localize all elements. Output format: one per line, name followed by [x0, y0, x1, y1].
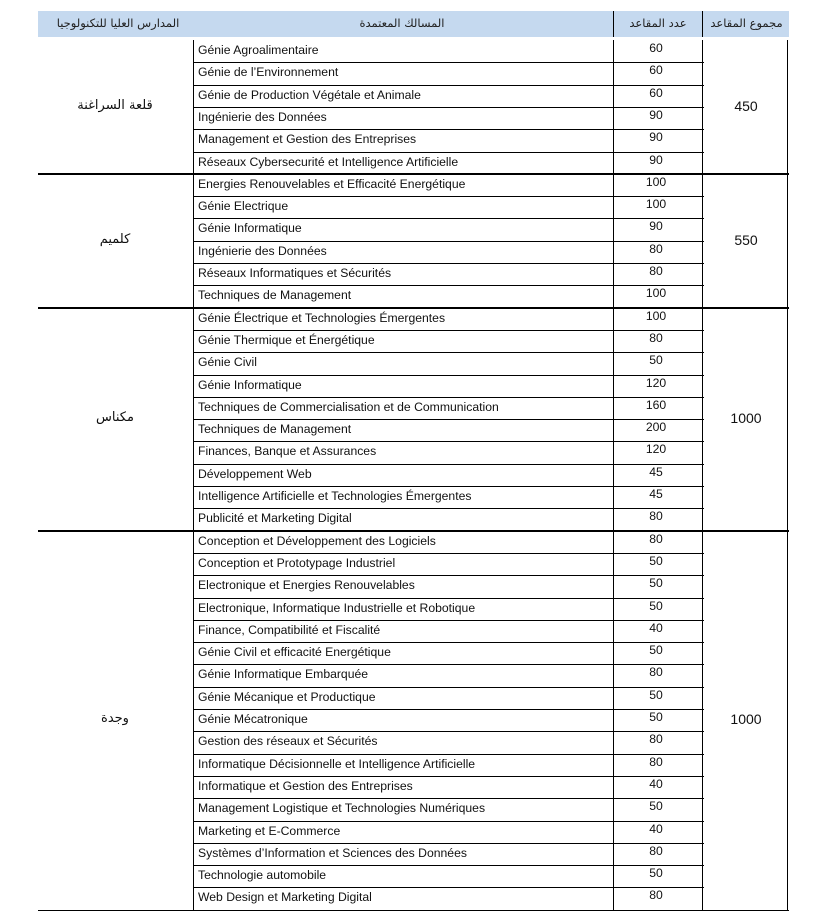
table-row: [196, 620, 702, 642]
table-row: [196, 575, 702, 597]
filiere-name: Finances, Banque et Assurances: [198, 444, 377, 459]
seat-count: 50: [649, 576, 663, 591]
seat-count: 60: [649, 63, 663, 78]
seat-count: 80: [649, 843, 663, 858]
seat-count: 80: [649, 330, 663, 345]
table-row: [196, 62, 702, 84]
table-row: [196, 419, 702, 441]
table-row: [196, 486, 702, 508]
school-total: 1000: [730, 711, 762, 728]
filiere-name: Réseaux Informatiques et Sécurités: [198, 266, 392, 280]
filiere-name: Energies Renouvelables et Efficacité Energétique: [198, 176, 466, 191]
table-row: [196, 196, 702, 218]
filiere-name: Marketing et E-Commerce: [198, 823, 341, 838]
filiere-name: Génie Mécatronique: [198, 712, 308, 726]
table-row: [196, 174, 702, 196]
filiere-name: Ingénierie des Données: [198, 109, 327, 124]
header-filieres: المسالك المعتمدة: [359, 16, 445, 30]
filiere-name: Génie de l’Environnement: [198, 65, 339, 80]
table-row: [196, 664, 702, 686]
seat-count: 50: [649, 710, 663, 724]
column-divider: [702, 531, 703, 910]
filiere-name: Management Logistique et Technologies Numériques: [198, 801, 486, 816]
table-row: [196, 709, 702, 731]
table-row: [196, 152, 702, 174]
seat-count: 40: [649, 620, 663, 635]
seat-count: 40: [649, 776, 663, 791]
seat-count: 45: [649, 487, 663, 501]
school-name: وجدة: [101, 711, 129, 727]
seat-count: 100: [645, 286, 667, 301]
seat-count: 120: [645, 442, 667, 457]
school-name: كلميم: [99, 231, 131, 247]
filiere-name: Finance, Compatibilité et Fiscalité: [198, 622, 381, 637]
filiere-name: Génie Civil et efficacité Energétique: [198, 645, 391, 660]
table-row: [196, 441, 702, 463]
filiere-name: Génie Informatique: [198, 377, 302, 392]
seat-count: 80: [649, 509, 663, 524]
table-row: [196, 107, 702, 129]
school-total: 1000: [730, 410, 762, 427]
seat-count: 80: [649, 665, 663, 680]
filiere-name: Publicité et Marketing Digital: [198, 511, 352, 526]
seat-count: 200: [645, 420, 667, 435]
filiere-name: Génie Electrique: [198, 199, 289, 214]
seat-count: 80: [649, 732, 663, 747]
school-total: 550: [734, 231, 758, 248]
table-row: [196, 464, 702, 486]
filiere-name: Techniques de Management: [198, 288, 352, 303]
seat-count: 90: [649, 130, 663, 145]
seat-count: 50: [649, 553, 663, 568]
table-row: [196, 687, 702, 709]
table-row: [196, 308, 702, 330]
table-row: [196, 352, 702, 374]
filiere-name: Systèmes d’Information et Sciences des Données: [198, 845, 467, 860]
filiere-name: Techniques de Management: [198, 422, 352, 437]
filiere-name: Génie Civil: [198, 355, 257, 370]
seat-count: 45: [649, 464, 663, 479]
table-row: [196, 731, 702, 753]
filiere-name: Développement Web: [198, 466, 312, 481]
school-name: مكناس: [96, 410, 134, 426]
filiere-name: Génie de Production Végétale et Animale: [198, 87, 421, 102]
filiere-name: Conception et Développement des Logiciels: [198, 533, 436, 548]
filiere-name: Techniques de Commercialisation et de Communication: [198, 399, 499, 414]
school-name: قلعة السراغنة: [77, 97, 153, 113]
header-seats: عدد المقاعد: [629, 16, 687, 30]
filiere-name: Réseaux Cybersecurité et Intelligence Artificielle: [198, 154, 459, 169]
school-total: 450: [734, 97, 758, 114]
filiere-name: Génie Informatique: [198, 221, 302, 236]
filiere-name: Technologie automobile: [198, 868, 327, 883]
seat-count: 160: [645, 397, 667, 412]
table-row: [196, 531, 702, 553]
table-row: [196, 642, 702, 664]
filiere-name: Electronique, Informatique Industrielle et Robotique: [198, 600, 476, 615]
header-divider: [702, 11, 703, 37]
table-row: [196, 375, 702, 397]
seat-count: 80: [649, 754, 663, 769]
header-school: المدارس العليا للتكنولوجيا: [56, 16, 180, 30]
filiere-name: Ingénierie des Données: [198, 243, 327, 258]
table-bottom-border: [38, 910, 789, 911]
table-row: [196, 754, 702, 776]
filiere-name: Informatique et Gestion des Entreprises: [198, 778, 413, 793]
table-row: [196, 887, 702, 909]
table-row: [196, 40, 702, 62]
seat-count: 50: [649, 799, 663, 814]
header-divider: [613, 11, 614, 37]
seat-count: 40: [649, 821, 663, 836]
filiere-name: Génie Mécanique et Productique: [198, 689, 376, 704]
seat-count: 90: [649, 219, 663, 234]
table-row: [196, 330, 702, 352]
table-row: [196, 798, 702, 820]
filiere-name: Web Design et Marketing Digital: [198, 890, 372, 905]
table-row: [196, 865, 702, 887]
filiere-name: Gestion des réseaux et Sécurités: [198, 734, 378, 749]
seat-count: 90: [649, 107, 663, 122]
seat-count: 80: [649, 888, 663, 903]
table-row: [196, 241, 702, 263]
seat-count: 80: [649, 241, 663, 256]
table-row: [196, 285, 702, 307]
table-row: [196, 843, 702, 865]
seat-count: 120: [645, 375, 667, 390]
seat-count: 100: [645, 308, 667, 323]
filiere-name: Management et Gestion des Entreprises: [198, 132, 417, 147]
seat-count: 80: [649, 531, 663, 546]
seat-count: 50: [649, 598, 663, 613]
filiere-name: Génie Agroalimentaire: [198, 43, 319, 57]
filiere-name: Génie Électrique et Technologies Émergentes: [198, 310, 446, 325]
seat-count: 60: [649, 41, 663, 55]
header-total: مجموع المقاعد: [710, 16, 783, 30]
seat-count: 100: [645, 174, 667, 189]
seat-count: 60: [649, 85, 663, 100]
seat-count: 50: [649, 866, 663, 881]
table-row: [196, 129, 702, 151]
table-row: [196, 218, 702, 240]
table-row: [196, 397, 702, 419]
table-row: [196, 821, 702, 843]
filiere-name: Génie Informatique Embarquée: [198, 667, 369, 682]
table-row: [196, 263, 702, 285]
table-row: [196, 85, 702, 107]
filiere-name: Electronique et Energies Renouvelables: [198, 578, 415, 593]
table-row: [196, 508, 702, 530]
filiere-name: Génie Thermique et Énergétique: [198, 332, 375, 347]
column-divider: [193, 531, 194, 910]
filiere-name: Informatique Décisionnelle et Intelligence Artificielle: [198, 756, 476, 771]
seat-count: 100: [645, 197, 667, 212]
seat-count: 90: [649, 152, 663, 167]
table-row: [196, 553, 702, 575]
table-row: [196, 776, 702, 798]
seat-count: 50: [649, 643, 663, 658]
filiere-name: Intelligence Artificielle et Technologies Émergentes: [198, 489, 472, 503]
filiere-name: Conception et Prototypage Industriel: [198, 555, 396, 570]
table-header: [38, 11, 789, 37]
table-row: [196, 598, 702, 620]
seat-count: 80: [649, 264, 663, 278]
seat-count: 50: [649, 687, 663, 702]
seat-count: 50: [649, 353, 663, 368]
